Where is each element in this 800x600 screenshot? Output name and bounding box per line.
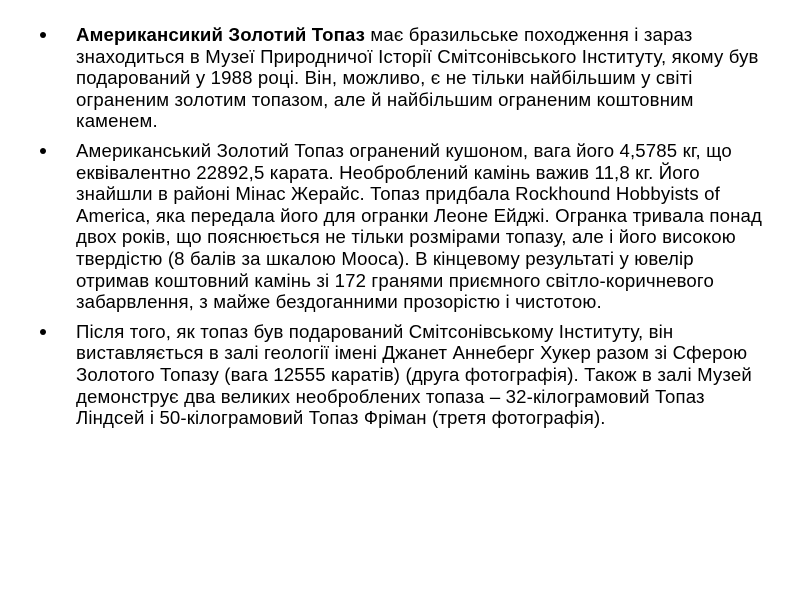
bullet-dot-icon [40,329,46,335]
bullet-lead-text: Американсикий Золотий Топаз [76,24,366,45]
bullet-dot-icon [40,32,46,38]
bullet-body-text: має бразильське походження і зараз знаходиться в Музеї Природничої Історії Смітсонівського Інституту, якому був подарований у 1988 році. Він, можливо, є не тільки найбільшим у світі ограненим золотим топазом, але й найбільшим ограненим коштовним каменем. [76,24,759,132]
bullet-body-text: Американський Золотий Топаз огранений кушоном, вага його 4,5785 кг, що еквівалентно 22892,5 карата. Необроблений камінь важив 11,8 кг. Його знайшли в районі Мінас Жерайс. Топаз придбала Rockhound Hobbyists of America, яка передала його для огранки Леоне Ейджі. Огранка тривала понад двох років, що пояснюється не тільки розмірами топазу, але і його високою твердістю (8 балів за шкалою Мооса). В кінцевому результаті у ювелір отримав коштовний камінь зі 172 гранями приємного світло-коричневого забарвлення, з майже бездоганними прозорістю і чистотою. [76,139,763,313]
bullet-item-2 [36,140,764,313]
bullet-item-3 [36,321,764,429]
bullet-dot-icon [40,148,46,154]
bullet-list [36,24,764,429]
bullet-body-text: Після того, як топаз був подарований Смітсонівському Інституту, він виставляється в залі геології імені Джанет Аннеберг Хукер разом зі Сферою Золотого Топазу (вага 12555 каратів) (друга фотографія). Також в залі Музей демонструє два великих необроблених топаза – 32-кілограмовий Топаз Ліндсей і 50-кілограмовий Топаз Фріман (третя фотографія). [76,320,752,429]
bullet-item-1 [36,24,764,132]
